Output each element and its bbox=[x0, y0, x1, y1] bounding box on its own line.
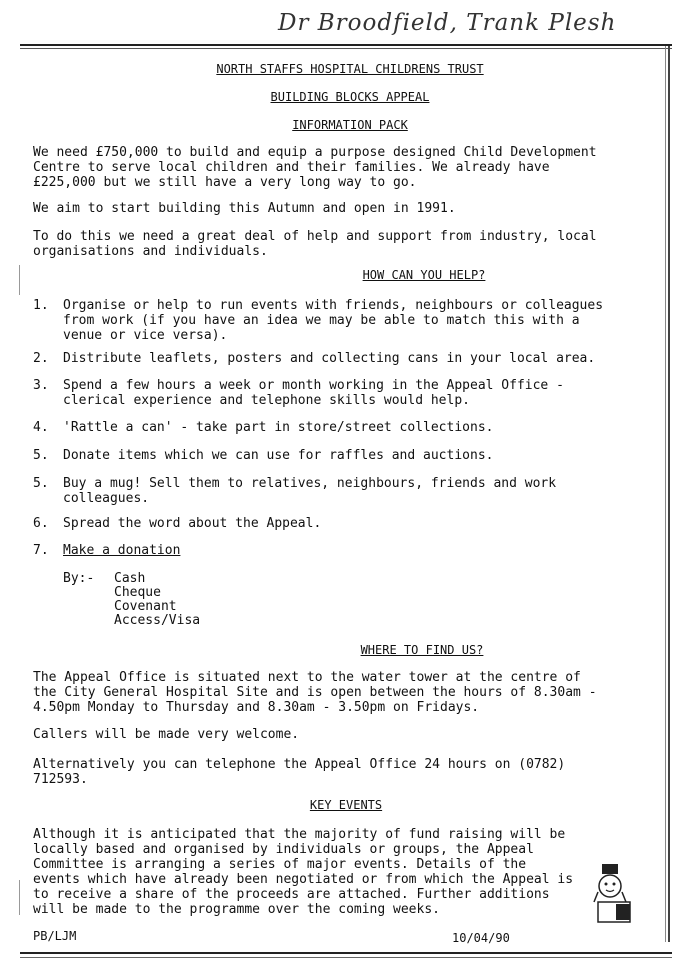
list-item-text: Spread the word about the Appeal. bbox=[63, 516, 322, 531]
donation-option: Cheque bbox=[114, 585, 161, 600]
bottom-border-inner bbox=[20, 957, 672, 958]
list-item-number: 1. bbox=[33, 298, 49, 313]
heading-how-help: HOW CAN YOU HELP? bbox=[362, 268, 486, 282]
teddy-eye bbox=[613, 883, 616, 886]
intro-paragraph: To do this we need a great deal of help and support from industry, local organisations and individuals. bbox=[33, 229, 597, 259]
list-item-number: 7. bbox=[33, 543, 49, 558]
donation-option: Access/Visa bbox=[114, 613, 201, 628]
top-border-inner bbox=[20, 48, 672, 49]
location-paragraph: The Appeal Office is situated next to the water tower at the centre of the City General Hospital Site and is open between the hours of 8.30am - 4.50pm Monday to Thursday and 8.30am - 3.50pm on Fridays. bbox=[33, 670, 597, 715]
teddy-bear-logo bbox=[592, 862, 636, 924]
intro-paragraph: We aim to start building this Autumn and open in 1991. bbox=[33, 201, 456, 216]
list-item-text: Donate items which we can use for raffles and auctions. bbox=[63, 448, 494, 463]
teddy-mouth bbox=[606, 890, 614, 892]
list-item-text: Organise or help to run events with friends, neighbours or colleagues from work (if you have an idea we may be able to match this with a venue or vice versa). bbox=[63, 298, 604, 343]
heading-trust: NORTH STAFFS HOSPITAL CHILDRENS TRUST bbox=[216, 62, 484, 76]
intro-paragraph: We need £750,000 to build and equip a purpose designed Child Development Centre to serve local children and their families. We already have £225,000 but we still have a very long way to go. bbox=[33, 145, 597, 190]
bottom-border bbox=[20, 952, 672, 954]
telephone-paragraph: Alternatively you can telephone the Appeal Office 24 hours on (0782) 712593. bbox=[33, 757, 566, 787]
list-item-number: 2. bbox=[33, 351, 49, 366]
heading-appeal: BUILDING BLOCKS APPEAL bbox=[270, 90, 430, 104]
donation-option: Covenant bbox=[114, 599, 177, 614]
teddy-head bbox=[599, 875, 621, 897]
heading-key-events: KEY EVENTS bbox=[309, 798, 383, 812]
callers-paragraph: Callers will be made very welcome. bbox=[33, 727, 300, 742]
list-item-number: 5. bbox=[33, 448, 49, 463]
teddy-hat bbox=[602, 864, 618, 874]
top-border bbox=[20, 44, 672, 46]
list-item-text: Spend a few hours a week or month working in the Appeal Office - clerical experience and telephone skills would help. bbox=[63, 378, 564, 408]
list-item-number: 5. bbox=[33, 476, 49, 491]
list-item-text: Distribute leaflets, posters and collecting cans in your local area. bbox=[63, 351, 596, 366]
events-paragraph: Although it is anticipated that the majority of fund raising will be locally based and organised by individuals or groups, the Appeal Committee is arranging a series of major events. Details of the events which have already been negotiated or from which the Appeal is to receive a share of the proceeds are attached. Further additions will be made to the programme over the coming weeks. bbox=[33, 827, 574, 917]
teddy-block-shade bbox=[616, 904, 630, 920]
scan-margin-mark bbox=[19, 880, 20, 915]
list-item-number: 4. bbox=[33, 420, 49, 435]
donation-option: Cash bbox=[114, 571, 146, 586]
reference-code: PB/LJM bbox=[33, 929, 77, 943]
list-item-text: 'Rattle a can' - take part in store/street collections. bbox=[63, 420, 494, 435]
donation-by-label: By:- bbox=[63, 571, 95, 586]
heading-info-pack: INFORMATION PACK bbox=[292, 118, 408, 132]
make-donation-label: Make a donation bbox=[63, 543, 181, 558]
list-item-text: Buy a mug! Sell them to relatives, neighbours, friends and work colleagues. bbox=[63, 476, 557, 506]
handwritten-annotation: Dr Broodfield, Trank Plesh bbox=[278, 10, 617, 36]
teddy-arm bbox=[622, 892, 626, 902]
teddy-arm bbox=[594, 892, 598, 902]
document-date: 10/04/90 bbox=[452, 931, 510, 945]
list-item-number: 6. bbox=[33, 516, 49, 531]
heading-where-find: WHERE TO FIND US? bbox=[360, 643, 484, 657]
list-item-number: 3. bbox=[33, 378, 49, 393]
teddy-eye bbox=[605, 883, 608, 886]
scan-margin-mark bbox=[19, 265, 20, 295]
